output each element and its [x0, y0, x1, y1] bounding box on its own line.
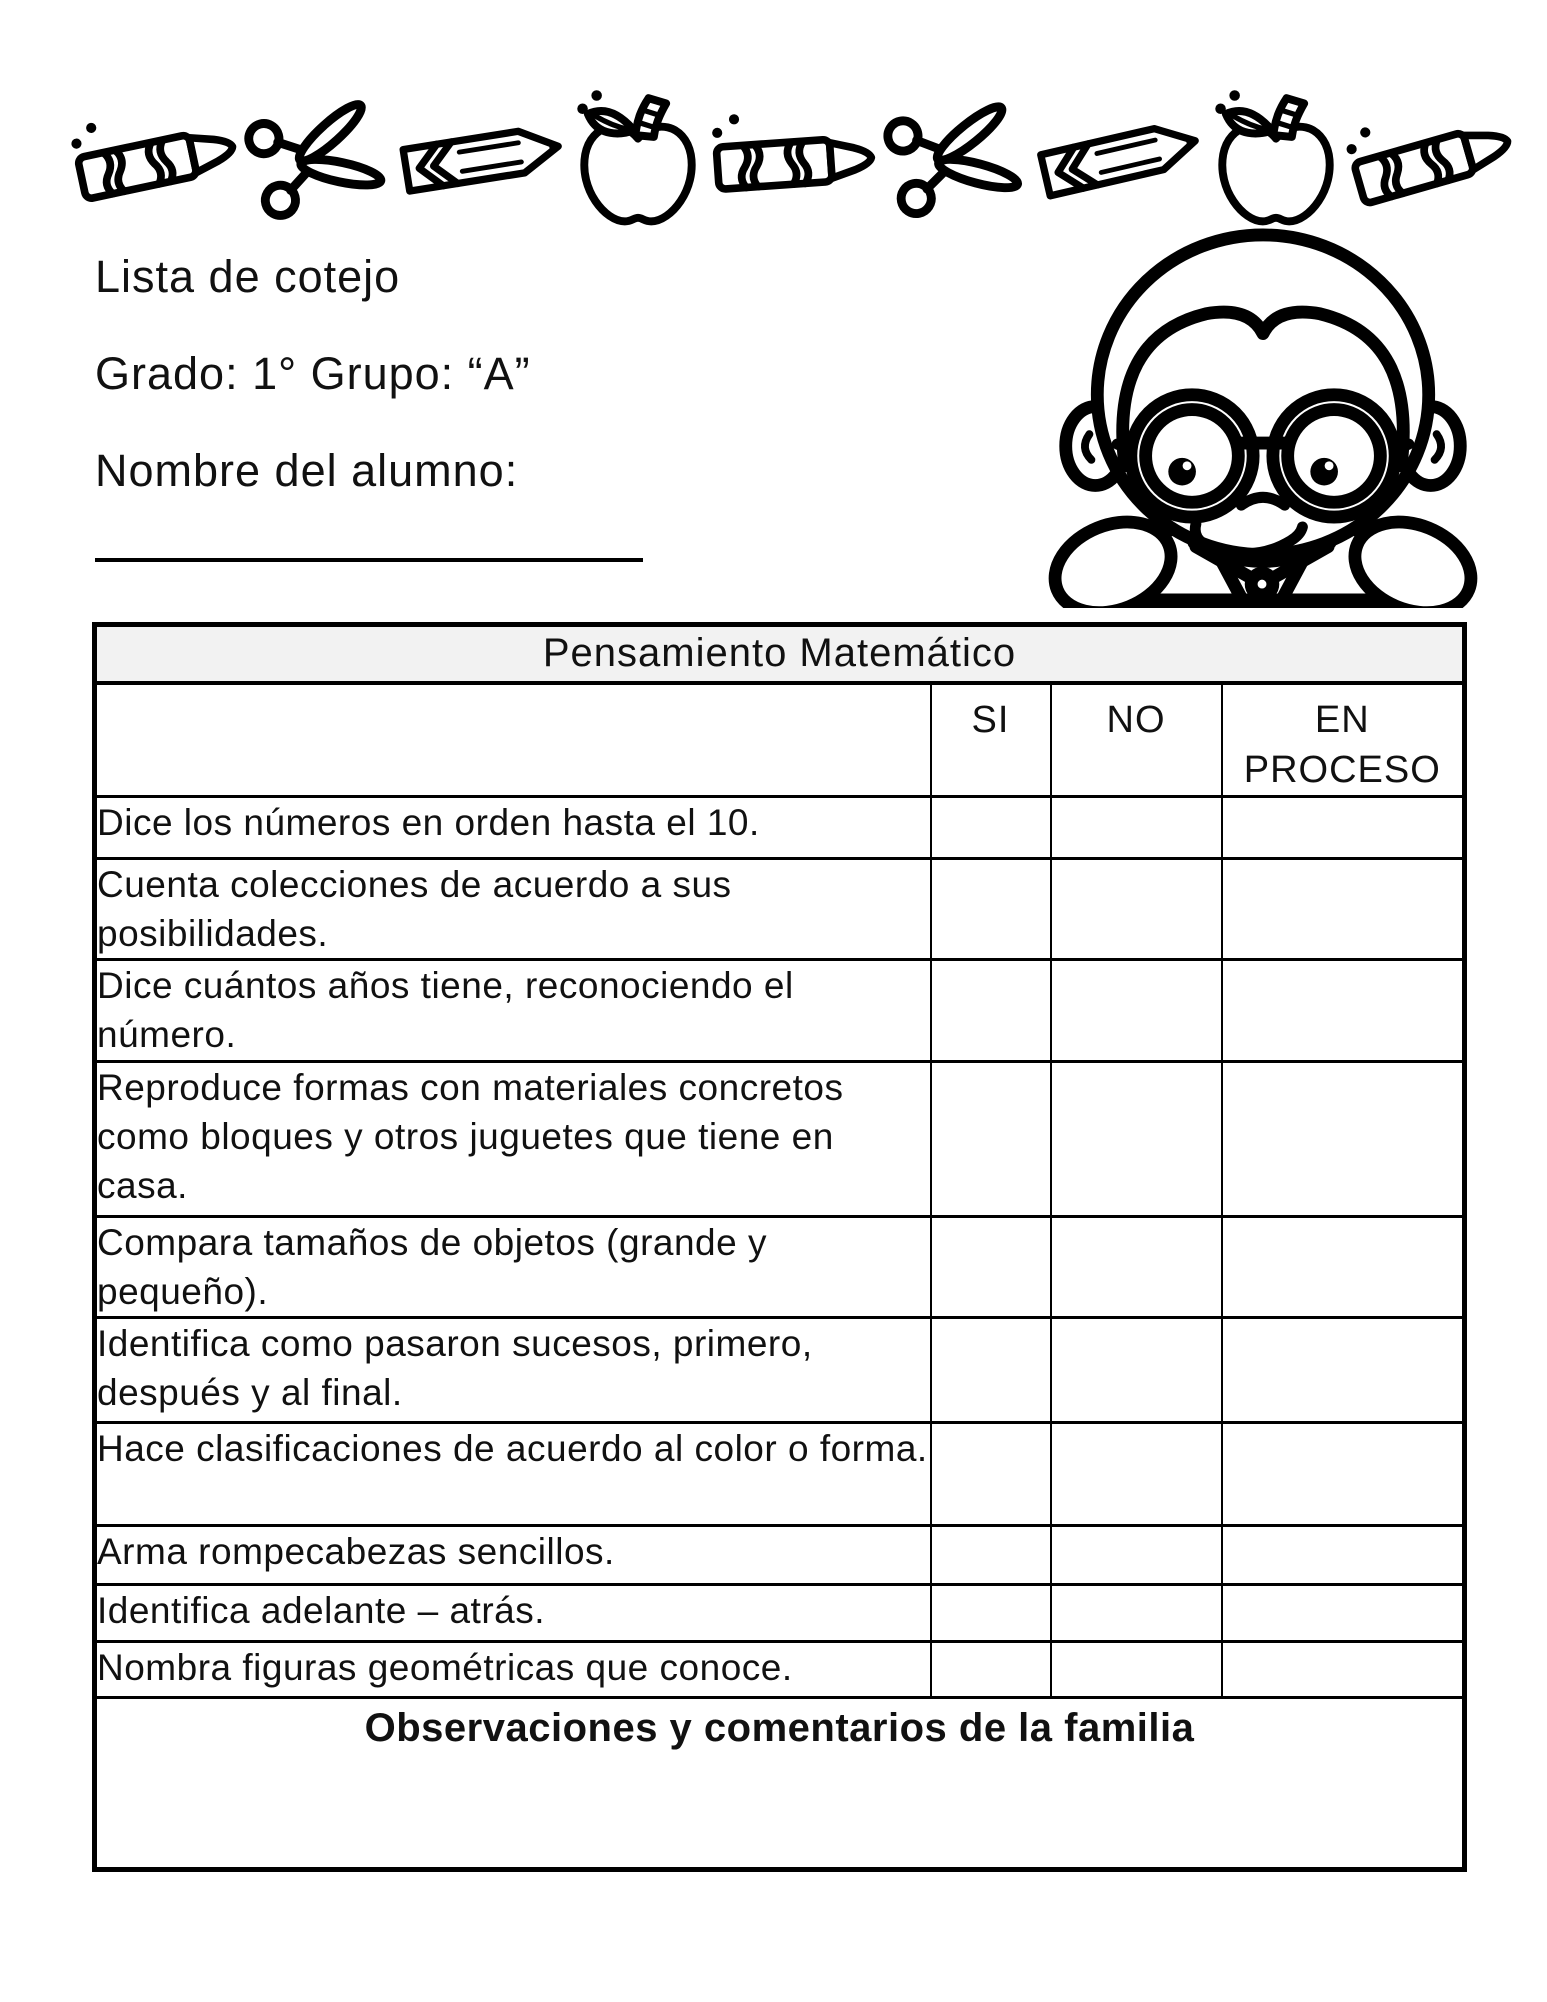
si-cell[interactable] — [931, 1216, 1051, 1317]
en-proceso-cell[interactable] — [1222, 1525, 1465, 1584]
criteria-text: Reproduce formas con materiales concretos como bloques y otros juguetes que tiene en casa. — [95, 1061, 931, 1216]
table-row — [95, 1216, 1465, 1317]
criteria-text: Cuenta colecciones de acuerdo a sus posibilidades. — [95, 858, 931, 959]
student-name-label: Nombre del alumno: — [95, 445, 519, 496]
no-cell[interactable] — [1051, 1216, 1222, 1317]
si-cell[interactable] — [931, 1422, 1051, 1525]
header-block — [95, 250, 531, 541]
no-cell[interactable] — [1051, 1641, 1222, 1697]
pencil-icon — [1018, 98, 1216, 218]
column-header-row — [95, 683, 1465, 797]
crayon-icon — [62, 95, 249, 220]
en-proceso-column-header: EN PROCESO — [1222, 683, 1465, 797]
table-row — [95, 1422, 1465, 1525]
no-cell[interactable] — [1051, 1061, 1222, 1216]
scissors-icon — [878, 83, 1027, 232]
no-cell[interactable] — [1051, 1525, 1222, 1584]
table-row — [95, 1641, 1465, 1697]
observations-title: Observaciones y comentarios de la familia — [364, 1705, 1195, 1750]
no-cell[interactable] — [1051, 858, 1222, 959]
criteria-text: Hace clasificaciones de acuerdo al color o forma. — [95, 1422, 931, 1525]
no-column-header: NO — [1051, 683, 1222, 797]
en-proceso-cell[interactable] — [1222, 1061, 1465, 1216]
en-proceso-cell[interactable] — [1222, 796, 1465, 858]
no-cell[interactable] — [1051, 1422, 1222, 1525]
table-row — [95, 1317, 1465, 1422]
en-proceso-cell[interactable] — [1222, 858, 1465, 959]
table-row — [95, 959, 1465, 1061]
si-cell[interactable] — [931, 1317, 1051, 1422]
crayon-icon — [1334, 90, 1527, 226]
criteria-text: Identifica adelante – atrás. — [95, 1584, 931, 1641]
en-proceso-cell[interactable] — [1222, 1422, 1465, 1525]
en-proceso-cell[interactable] — [1222, 1216, 1465, 1317]
boy-illustration — [1046, 216, 1480, 608]
observations-cell[interactable] — [95, 1697, 1465, 1869]
table-row — [95, 858, 1465, 959]
grade-group-line: Grado: 1° Grupo: “A” — [95, 348, 531, 399]
table-row — [95, 796, 1465, 858]
si-column-header: SI — [931, 683, 1051, 797]
en-proceso-cell[interactable] — [1222, 959, 1465, 1061]
si-cell[interactable] — [931, 796, 1051, 858]
si-cell[interactable] — [931, 1061, 1051, 1216]
en-proceso-cell[interactable] — [1222, 1641, 1465, 1697]
en-proceso-cell[interactable] — [1222, 1317, 1465, 1422]
checklist-table — [92, 622, 1467, 1872]
table-row — [95, 1525, 1465, 1584]
pencil-icon — [382, 104, 575, 212]
si-cell[interactable] — [931, 959, 1051, 1061]
crayon-icon — [701, 98, 885, 217]
criteria-text: Dice los números en orden hasta el 10. — [95, 796, 931, 858]
table-row — [95, 1584, 1465, 1641]
scissors-icon — [244, 87, 386, 229]
si-cell[interactable] — [931, 858, 1051, 959]
apple-icon — [572, 84, 704, 232]
no-cell[interactable] — [1051, 1317, 1222, 1422]
si-cell[interactable] — [931, 1584, 1051, 1641]
observations-row — [95, 1697, 1465, 1869]
criteria-text: Identifica como pasaron sucesos, primero, después y al final. — [95, 1317, 931, 1422]
no-cell[interactable] — [1051, 796, 1222, 858]
no-cell[interactable] — [1051, 959, 1222, 1061]
si-cell[interactable] — [931, 1525, 1051, 1584]
criteria-text: Nombra figuras geométricas que conoce. — [95, 1641, 931, 1697]
en-proceso-cell[interactable] — [1222, 1584, 1465, 1641]
table-title-row — [95, 625, 1465, 683]
no-cell[interactable] — [1051, 1584, 1222, 1641]
top-border-decoration — [66, 78, 1494, 238]
student-name-blank[interactable] — [95, 518, 643, 562]
apple-icon — [1210, 84, 1342, 232]
criteria-text: Dice cuántos años tiene, reconociendo el número. — [95, 959, 931, 1061]
table-title: Pensamiento Matemático — [95, 625, 1465, 683]
page-title: Lista de cotejo — [95, 251, 401, 302]
criteria-header-empty — [95, 683, 931, 797]
criteria-text: Compara tamaños de objetos (grande y pequeño). — [95, 1216, 931, 1317]
table-row — [95, 1061, 1465, 1216]
criteria-text: Arma rompecabezas sencillos. — [95, 1525, 931, 1584]
si-cell[interactable] — [931, 1641, 1051, 1697]
